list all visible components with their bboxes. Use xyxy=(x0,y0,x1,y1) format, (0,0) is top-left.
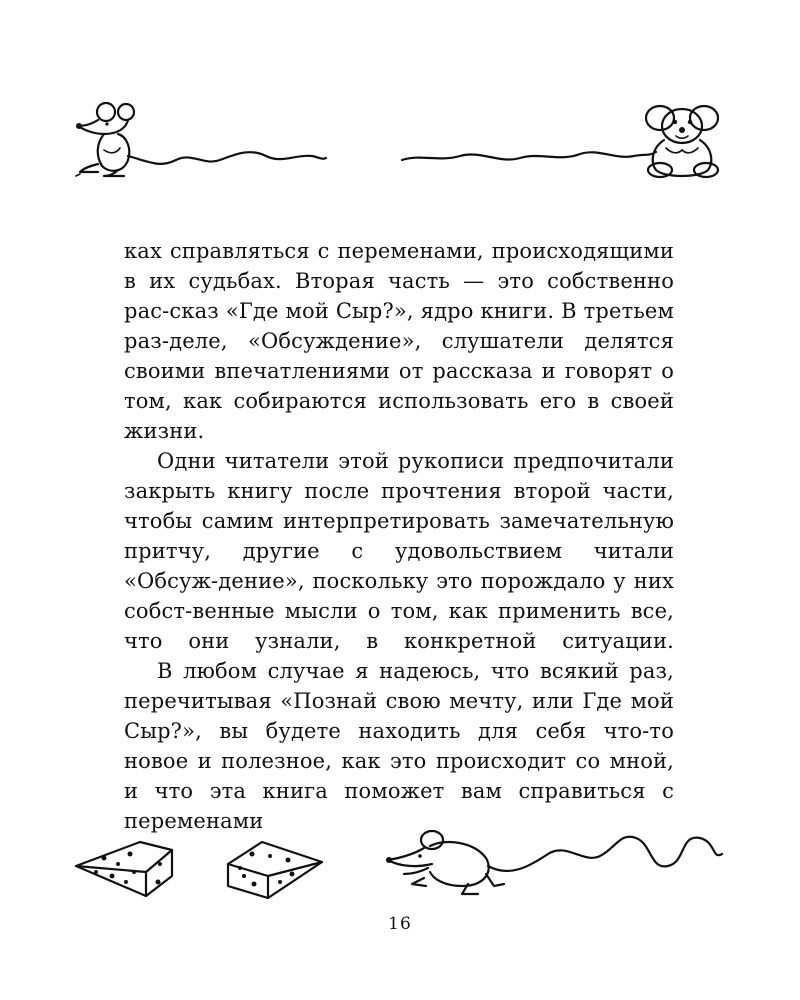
cheese-wedge-icon xyxy=(76,842,172,896)
cheese-wedge-icon xyxy=(228,842,322,898)
sitting-mouse-icon xyxy=(402,106,718,177)
running-mouse-icon xyxy=(386,831,722,894)
footer-decoration xyxy=(0,820,800,910)
header-decoration xyxy=(0,90,800,200)
paragraph: В любом случае я надеюсь, что всякий раз, перечитывая «Познай свою мечту, или Где мой Сыр?», вы будете находить для себя что-то новое и полезное, как это происходит со мной, и что эта книга поможет вам справиться с переменами xyxy=(124,659,674,833)
page-number: 16 xyxy=(388,914,412,934)
mouse-with-tail-icon xyxy=(76,103,326,176)
paragraph: Одни читатели этой рукописи предпочитали закрыть книгу после прочтения второй части, чтобы самим интерпретировать замечательную притчу, другие с удовольствием читали «Обсуж-дение», поскольку это порождало у них собст-венные мысли о том, как применить все, что они узнали, в конкретной ситуации. xyxy=(124,449,674,653)
paragraph: ках справляться с переменами, происходящими в их судьбах. Вторая часть — это собственно рас-сказ «Где мой Сыр?», ядро книги. В третьем раз-деле, «Обсуждение», слушатели делятся своими впечатлениями от рассказа и говорят о том, как собираются использовать его в своей жизни. xyxy=(124,239,674,443)
body-text xyxy=(124,236,674,836)
